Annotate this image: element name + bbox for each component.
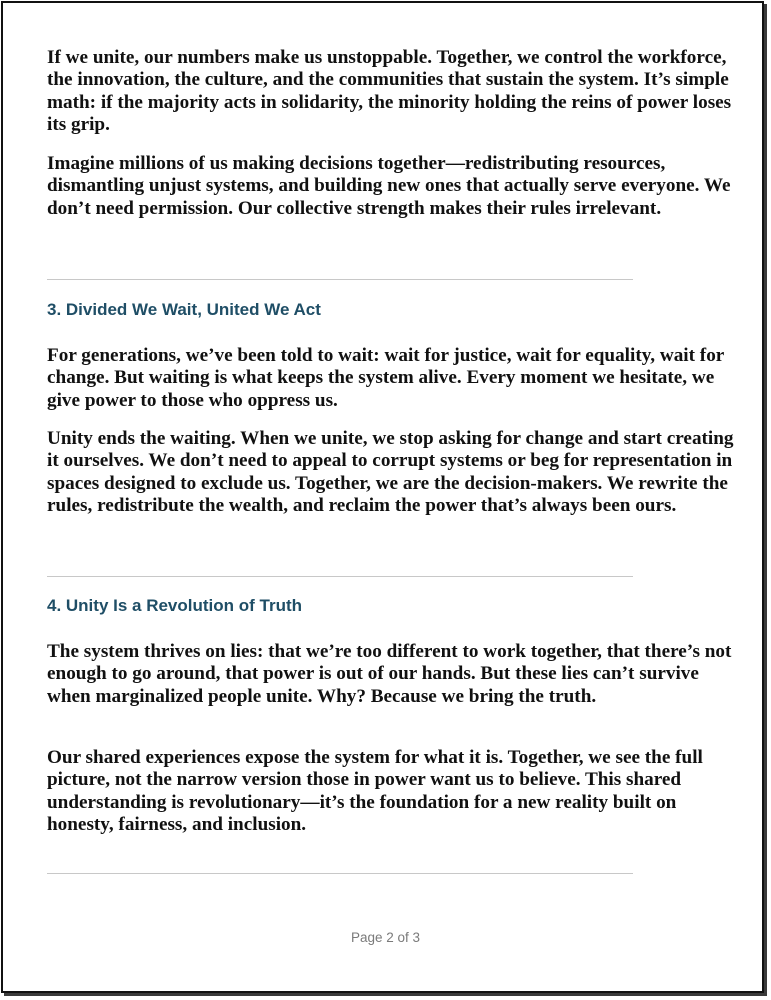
- page-number: Page 2 of 3: [350, 930, 421, 945]
- section-heading-divided-we-wait: 3. Divided We Wait, United We Act: [47, 300, 321, 319]
- paragraph-system-thrives-on-lies: The system thrives on lies: that we’re too different to work together, that there’s not enough to go around, that power is out of our hands. But these lies can’t survive when marginalized people unite. Why? Because we bring the truth.: [47, 641, 732, 707]
- paragraph-unity-ends-waiting: Unity ends the waiting. When we unite, we stop asking for change and start creating it ourselves. We don’t need to appeal to corrupt systems or beg for representation in spaces designed to exclude us. Together, we are the decision-makers. We rewrite the rules, redistribute the wealth, and reclaim the power that’s always been ours.: [47, 428, 734, 516]
- paragraph-millions-deciding: Imagine millions of us making decisions together—redistributing resources, dismantling unjust systems, and building new ones that actually serve everyone. We don’t need permission. Our collective strength makes their rules irrelevant.: [47, 153, 731, 219]
- paragraph-numbers-unstoppable: If we unite, our numbers make us unstoppable. Together, we control the workforce, the innovation, the culture, and the communities that sustain the system. It’s simple math: if the majority acts in solidarity, the minority holding the reins of power loses its grip.: [47, 47, 732, 135]
- paragraph-shared-experiences: Our shared experiences expose the system for what it is. Together, we see the full picture, not the narrow version those in power want us to believe. This shared understanding is revolutionary—it’s the foundation for a new reality built on honesty, fairness, and inclusion.: [47, 747, 703, 835]
- section-divider: [47, 576, 633, 577]
- section-heading-revolution-of-truth: 4. Unity Is a Revolution of Truth: [47, 596, 303, 615]
- paragraph-generations-wait: For generations, we’ve been told to wait: wait for justice, wait for equality, wait for change. But waiting is what keeps the system alive. Every moment we hesitate, we give power to those who oppress us.: [47, 345, 724, 411]
- section-divider: [47, 279, 633, 280]
- section-divider: [47, 873, 633, 874]
